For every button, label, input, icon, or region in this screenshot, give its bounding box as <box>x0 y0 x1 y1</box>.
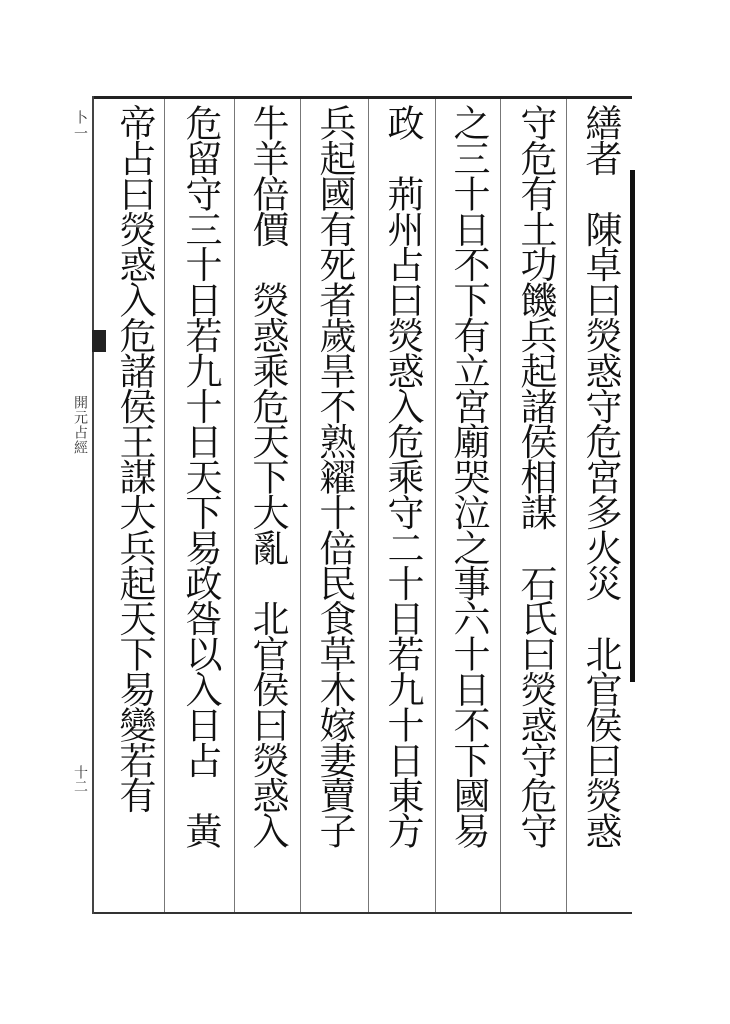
text-column-4: 政 荊州占曰熒惑入危乘守二十日若九十日東方 <box>381 104 424 848</box>
margin-page-number: 十二 <box>72 765 88 793</box>
frame-top-border <box>92 96 632 99</box>
margin-book-title: 開元占經 <box>72 395 88 455</box>
column-rule <box>566 99 567 912</box>
text-column-5: 兵起國有死者歲旱不熟糴十倍民食草木嫁妻賣子 <box>313 104 356 848</box>
text-column-6: 牛羊倍價 熒惑乘危天下大亂 北官侯曰熒惑入 <box>246 104 289 848</box>
frame-left-border <box>92 96 94 914</box>
frame-right-border <box>630 170 635 682</box>
text-column-1: 繕者 陳卓曰熒惑守危宮多火災 北官侯曰熒惑 <box>579 104 622 848</box>
column-rule <box>234 99 235 912</box>
text-column-2: 守危有土功饑兵起諸侯相謀 石氏曰熒惑守危守 <box>514 104 557 848</box>
margin-top-mark: 卜一 <box>72 110 88 142</box>
text-column-7: 危留守三十日若九十日天下易政咎以入日占 黃 <box>179 104 222 848</box>
column-rule <box>368 99 369 912</box>
column-rule <box>435 99 436 912</box>
text-column-8: 帝占曰熒惑入危諸侯王謀大兵起天下易變若有 <box>113 104 156 813</box>
column-rule <box>500 99 501 912</box>
column-rule <box>300 99 301 912</box>
fish-tail-mark <box>92 330 106 352</box>
text-column-3: 之三十日不下有立宮廟哭泣之事六十日不下國易 <box>447 104 490 848</box>
frame-bottom-border <box>92 912 632 914</box>
column-rule <box>164 99 165 912</box>
